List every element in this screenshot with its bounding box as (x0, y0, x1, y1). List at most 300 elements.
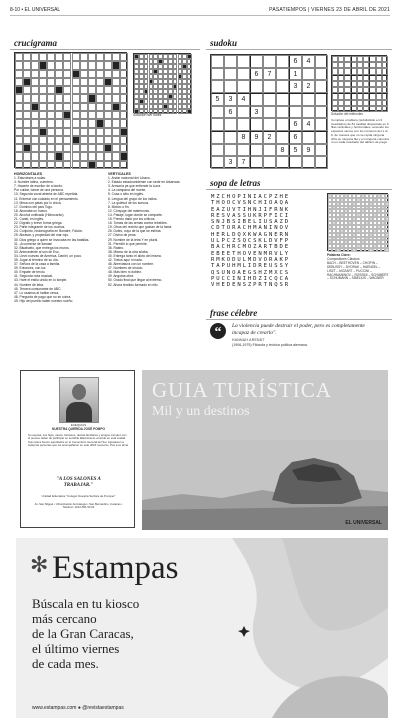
sudoku-cell[interactable] (250, 118, 263, 131)
crossword-cell[interactable] (31, 94, 39, 102)
crossword-cell[interactable] (47, 152, 55, 160)
crossword-cell[interactable] (47, 78, 55, 86)
sudoku-cell[interactable] (211, 156, 224, 169)
crossword-cell[interactable] (63, 94, 71, 102)
crossword-cell[interactable] (112, 78, 120, 86)
crossword-cell[interactable] (55, 111, 63, 119)
crossword-cell[interactable] (39, 119, 47, 127)
sudoku-cell[interactable]: 2 (302, 80, 315, 93)
crossword-cell[interactable] (104, 144, 112, 152)
clue-item: 14. Pasaje, lugar donde se comparte. (108, 212, 163, 217)
crossword-cell[interactable] (39, 152, 47, 160)
crossword-cell[interactable] (23, 128, 31, 136)
word-search-row[interactable]: PUCCINIHDZICQCA (211, 275, 291, 282)
crossword-cell[interactable] (72, 111, 80, 119)
sudoku-cell[interactable] (315, 144, 328, 157)
crossword-cell[interactable] (15, 161, 23, 169)
crossword-cell[interactable] (23, 111, 31, 119)
crossword-cell[interactable] (31, 103, 39, 111)
crossword-cell[interactable] (63, 103, 71, 111)
sudoku-cell[interactable]: 5 (211, 93, 224, 106)
crossword-cell[interactable] (72, 78, 80, 86)
crossword-cell[interactable] (39, 136, 47, 144)
sudoku-cell[interactable] (211, 131, 224, 144)
crossword-cell[interactable] (80, 152, 88, 160)
crossword-cell[interactable] (96, 103, 104, 111)
crossword-cell[interactable] (15, 61, 23, 69)
crossword-cell[interactable] (96, 61, 104, 69)
crossword-cell[interactable] (80, 111, 88, 119)
crossword-cell[interactable] (88, 119, 96, 127)
crossword-cell[interactable] (88, 70, 96, 78)
crossword-cell[interactable] (39, 161, 47, 169)
crossword-cell[interactable] (88, 86, 96, 94)
crossword-cell[interactable] (120, 61, 128, 69)
crossword-cell[interactable] (47, 70, 55, 78)
crossword-cell[interactable] (96, 161, 104, 169)
crossword-cell[interactable] (72, 94, 80, 102)
crossword-cell[interactable] (104, 136, 112, 144)
crossword-cell[interactable] (104, 53, 112, 61)
word-search-row[interactable]: THOOCVSNCHIOAQA (211, 200, 291, 207)
crossword-cell[interactable] (23, 144, 31, 152)
crossword-cell[interactable] (47, 61, 55, 69)
sudoku-cell[interactable] (224, 80, 237, 93)
crossword-cell[interactable] (47, 86, 55, 94)
crossword-grid[interactable] (14, 52, 127, 168)
crossword-cell[interactable] (31, 136, 39, 144)
crossword-cell[interactable] (72, 119, 80, 127)
crossword-cell[interactable] (63, 161, 71, 169)
crossword-cell[interactable] (39, 111, 47, 119)
sudoku-cell[interactable]: 3 (250, 106, 263, 119)
crossword-cell[interactable] (63, 70, 71, 78)
crossword-cell[interactable] (23, 119, 31, 127)
crossword-cell[interactable] (80, 94, 88, 102)
crossword-cell[interactable] (96, 78, 104, 86)
sudoku-cell[interactable]: 3 (224, 93, 237, 106)
sudoku-cell[interactable]: 1 (289, 68, 302, 81)
word-search-row[interactable]: VHEDENSZPRTNQSR (211, 282, 291, 289)
crossword-cell[interactable] (96, 94, 104, 102)
crossword-cell[interactable] (88, 111, 96, 119)
crossword-cell[interactable] (15, 86, 23, 94)
crossword-cell[interactable] (88, 78, 96, 86)
crossword-cell[interactable] (39, 103, 47, 111)
crossword-cell[interactable] (31, 161, 39, 169)
sudoku-cell[interactable]: 4 (302, 55, 315, 68)
sudoku-cell[interactable] (224, 118, 237, 131)
crossword-cell[interactable] (80, 128, 88, 136)
sudoku-cell[interactable] (250, 80, 263, 93)
sudoku-cell[interactable]: 6 (289, 131, 302, 144)
sudoku-cell[interactable]: 3 (224, 156, 237, 169)
crossword-cell[interactable] (39, 144, 47, 152)
word-search-row[interactable]: QSUNOAEGSHZMXCS (211, 269, 291, 276)
sudoku-cell[interactable] (315, 156, 328, 169)
crossword-cell[interactable] (120, 136, 128, 144)
crossword-cell[interactable] (104, 161, 112, 169)
sudoku-cell[interactable] (315, 106, 328, 119)
sudoku-cell[interactable]: 4 (237, 93, 250, 106)
sudoku-cell[interactable] (250, 93, 263, 106)
crossword-cell[interactable] (112, 111, 120, 119)
crossword-cell[interactable] (88, 136, 96, 144)
sudoku-cell[interactable] (250, 55, 263, 68)
crossword-cell[interactable] (96, 136, 104, 144)
crossword-cell[interactable] (31, 61, 39, 69)
crossword-cell[interactable] (120, 161, 128, 169)
crossword-cell[interactable] (63, 128, 71, 136)
crossword-cell[interactable] (31, 128, 39, 136)
word-search-row[interactable]: ULPCZSQCSKLDVFP (211, 238, 291, 245)
crossword-cell[interactable] (39, 70, 47, 78)
crossword-cell[interactable] (47, 161, 55, 169)
crossword-cell[interactable] (72, 152, 80, 160)
sudoku-cell[interactable]: 6 (224, 106, 237, 119)
sudoku-cell[interactable]: 7 (237, 156, 250, 169)
crossword-cell[interactable] (63, 136, 71, 144)
sudoku-cell[interactable] (237, 144, 250, 157)
crossword-cell[interactable] (120, 78, 128, 86)
sudoku-cell[interactable] (263, 80, 276, 93)
crossword-cell[interactable] (15, 152, 23, 160)
crossword-cell[interactable] (55, 53, 63, 61)
crossword-cell[interactable] (112, 136, 120, 144)
crossword-cell[interactable] (31, 70, 39, 78)
crossword-cell[interactable] (104, 94, 112, 102)
sudoku-cell[interactable] (211, 55, 224, 68)
crossword-cell[interactable] (112, 86, 120, 94)
crossword-cell[interactable] (88, 94, 96, 102)
sudoku-cell[interactable]: 8 (237, 131, 250, 144)
crossword-cell[interactable] (80, 61, 88, 69)
crossword-cell[interactable] (72, 103, 80, 111)
crossword-cell[interactable] (120, 111, 128, 119)
sudoku-cell[interactable]: 2 (263, 131, 276, 144)
crossword-cell[interactable] (104, 128, 112, 136)
crossword-cell[interactable] (80, 53, 88, 61)
sudoku-cell[interactable] (276, 68, 289, 81)
sudoku-cell[interactable]: 3 (289, 80, 302, 93)
sudoku-cell[interactable] (263, 106, 276, 119)
crossword-cell[interactable] (23, 136, 31, 144)
sudoku-cell[interactable] (276, 118, 289, 131)
crossword-cell[interactable] (55, 136, 63, 144)
crossword-cell[interactable] (96, 70, 104, 78)
sudoku-cell[interactable]: 9 (302, 144, 315, 157)
sudoku-cell[interactable] (237, 106, 250, 119)
crossword-cell[interactable] (55, 152, 63, 160)
crossword-cell[interactable] (23, 53, 31, 61)
crossword-cell[interactable] (72, 161, 80, 169)
crossword-cell[interactable] (80, 86, 88, 94)
crossword-cell[interactable] (31, 111, 39, 119)
crossword-cell[interactable] (31, 119, 39, 127)
crossword-cell[interactable] (104, 61, 112, 69)
sudoku-cell[interactable] (250, 144, 263, 157)
crossword-cell[interactable] (39, 94, 47, 102)
sudoku-cell[interactable] (211, 106, 224, 119)
clue-item: 36. Rastro. (108, 245, 125, 250)
sudoku-cell[interactable] (263, 156, 276, 169)
crossword-cell[interactable] (55, 94, 63, 102)
word-search-row[interactable]: CDTORACHMANINOV (211, 225, 291, 232)
sudoku-cell[interactable] (302, 93, 315, 106)
crossword-cell[interactable] (31, 53, 39, 61)
sudoku-cell[interactable] (250, 156, 263, 169)
sudoku-cell[interactable] (276, 93, 289, 106)
word-search-row[interactable]: HERLDQXKWAGNERN (211, 231, 291, 238)
crossword-cell[interactable] (80, 70, 88, 78)
crossword-cell[interactable] (72, 144, 80, 152)
crossword-cell[interactable] (120, 152, 128, 160)
crossword-cell[interactable] (112, 161, 120, 169)
crossword-cell[interactable] (39, 86, 47, 94)
crossword-cell[interactable] (47, 128, 55, 136)
crossword-cell[interactable] (55, 70, 63, 78)
sudoku-cell[interactable] (263, 118, 276, 131)
sudoku-cell[interactable] (224, 55, 237, 68)
sudoku-cell[interactable] (289, 156, 302, 169)
sudoku-cell[interactable] (237, 80, 250, 93)
crossword-cell[interactable] (47, 94, 55, 102)
sudoku-cell[interactable] (211, 144, 224, 157)
crossword-cell[interactable] (15, 78, 23, 86)
crossword-cell[interactable] (88, 103, 96, 111)
word-search-row[interactable]: EAZUVTIHNJIFRNK (211, 206, 291, 213)
sudoku-cell[interactable] (315, 131, 328, 144)
crossword-cell[interactable] (63, 111, 71, 119)
crossword-cell[interactable] (23, 70, 31, 78)
crossword-cell[interactable] (112, 152, 120, 160)
crossword-cell[interactable] (31, 86, 39, 94)
crossword-cell[interactable] (23, 78, 31, 86)
crossword-cell[interactable] (23, 161, 31, 169)
word-search-row[interactable]: RMKODULMDVORAKP (211, 256, 291, 263)
sudoku-cell[interactable] (315, 68, 328, 81)
crossword-cell[interactable] (55, 128, 63, 136)
crossword-cell[interactable] (39, 53, 47, 61)
sudoku-cell[interactable] (237, 55, 250, 68)
crossword-cell[interactable] (112, 103, 120, 111)
sudoku-cell[interactable] (302, 106, 315, 119)
crossword-cell[interactable] (88, 128, 96, 136)
crossword-cell[interactable] (120, 144, 128, 152)
word-search-row[interactable]: BACHRCMOZARTBDE (211, 244, 291, 251)
sudoku-cell[interactable] (315, 118, 328, 131)
crossword-cell[interactable] (120, 94, 128, 102)
crossword-cell[interactable] (63, 152, 71, 160)
sudoku-cell[interactable]: 5 (289, 144, 302, 157)
crossword-cell[interactable] (55, 61, 63, 69)
crossword-cell[interactable] (120, 128, 128, 136)
word-search-grid[interactable] (211, 194, 290, 288)
sudoku-cell[interactable]: 6 (289, 55, 302, 68)
crossword-cell[interactable] (15, 136, 23, 144)
sudoku-cell[interactable]: 9 (250, 131, 263, 144)
sudoku-cell[interactable] (211, 118, 224, 131)
crossword-cell[interactable] (120, 86, 128, 94)
sudoku-cell[interactable] (289, 106, 302, 119)
sudoku-cell[interactable] (263, 144, 276, 157)
crossword-cell[interactable] (96, 128, 104, 136)
crossword-cell[interactable] (104, 119, 112, 127)
crossword-cell[interactable] (63, 144, 71, 152)
sudoku-cell[interactable] (263, 55, 276, 68)
crossword-cell[interactable] (96, 86, 104, 94)
crossword-cell[interactable] (88, 144, 96, 152)
sudoku-cell[interactable] (263, 93, 276, 106)
crossword-cell[interactable] (55, 144, 63, 152)
crossword-cell[interactable] (15, 94, 23, 102)
word-search-row[interactable]: TAPUHMLIDREUSSY (211, 263, 291, 270)
sudoku-cell[interactable]: 7 (263, 68, 276, 81)
crossword-cell[interactable] (72, 53, 80, 61)
crossword-cell[interactable] (15, 70, 23, 78)
estampas-footer[interactable]: www.estampas.com ● @revistaestampas (32, 705, 124, 711)
crossword-cell[interactable] (96, 152, 104, 160)
crossword-cell[interactable] (15, 53, 23, 61)
crossword-cell[interactable] (112, 70, 120, 78)
sudoku-cell[interactable] (276, 80, 289, 93)
crossword-cell[interactable] (72, 136, 80, 144)
sudoku-cell[interactable] (276, 131, 289, 144)
crossword-cell[interactable] (55, 86, 63, 94)
sudoku-cell[interactable] (224, 68, 237, 81)
crossword-cell[interactable] (80, 136, 88, 144)
word-search-row[interactable]: SNJBSIBELIUSAZD (211, 219, 291, 226)
crossword-cell[interactable] (96, 111, 104, 119)
crossword-cell[interactable] (55, 103, 63, 111)
crossword-cell[interactable] (31, 78, 39, 86)
sudoku-cell[interactable] (224, 131, 237, 144)
word-search-row[interactable]: RESVASSUKRPFICI (211, 212, 291, 219)
sudoku-cell[interactable] (276, 55, 289, 68)
crossword-cell[interactable] (104, 86, 112, 94)
crossword-cell[interactable] (63, 78, 71, 86)
crossword-cell[interactable] (112, 94, 120, 102)
crossword-cell[interactable] (112, 144, 120, 152)
crossword-cell[interactable] (112, 119, 120, 127)
crossword-cell[interactable] (63, 119, 71, 127)
crossword-cell[interactable] (80, 103, 88, 111)
crossword-cell[interactable] (23, 103, 31, 111)
crossword-cell[interactable] (112, 128, 120, 136)
crossword-cell[interactable] (15, 128, 23, 136)
crossword-cell[interactable] (96, 53, 104, 61)
crossword-cell[interactable] (72, 70, 80, 78)
crossword-cell[interactable] (15, 144, 23, 152)
crossword-cell[interactable] (47, 144, 55, 152)
crossword-cell[interactable] (120, 70, 128, 78)
crossword-cell[interactable] (120, 119, 128, 127)
crossword-cell[interactable] (31, 152, 39, 160)
sudoku-cell[interactable] (237, 68, 250, 81)
crossword-cell[interactable] (104, 70, 112, 78)
sudoku-cell[interactable] (302, 68, 315, 81)
crossword-cell[interactable] (23, 61, 31, 69)
crossword-cell[interactable] (80, 161, 88, 169)
crossword-cell[interactable] (39, 61, 47, 69)
crossword-cell[interactable] (120, 103, 128, 111)
crossword-cell[interactable] (88, 161, 96, 169)
crossword-cell[interactable] (55, 78, 63, 86)
crossword-cell[interactable] (47, 119, 55, 127)
crossword-cell[interactable] (104, 78, 112, 86)
crossword-cell[interactable] (96, 144, 104, 152)
crossword-cell[interactable] (112, 61, 120, 69)
crossword-cell[interactable] (88, 152, 96, 160)
crossword-cell[interactable] (15, 103, 23, 111)
guia-turistica-ad[interactable] (142, 370, 388, 530)
sudoku-cell[interactable] (315, 93, 328, 106)
word-search-row[interactable]: MZCHOPINIACPZHE (211, 194, 291, 200)
sudoku-cell[interactable]: 8 (276, 144, 289, 157)
crossword-cell[interactable] (104, 103, 112, 111)
sudoku-cell[interactable] (289, 93, 302, 106)
crossword-cell[interactable] (88, 61, 96, 69)
crossword-cell[interactable] (15, 119, 23, 127)
sudoku-cell[interactable]: 4 (302, 118, 315, 131)
crossword-cell[interactable] (96, 119, 104, 127)
sudoku-cell[interactable] (276, 156, 289, 169)
crossword-cell[interactable] (47, 111, 55, 119)
crossword-cell[interactable] (47, 136, 55, 144)
crossword-cell[interactable] (39, 128, 47, 136)
sudoku-cell[interactable] (315, 80, 328, 93)
crossword-cell[interactable] (47, 103, 55, 111)
crossword-cell[interactable] (72, 86, 80, 94)
crossword-cell[interactable] (104, 111, 112, 119)
crossword-cell[interactable] (104, 152, 112, 160)
crossword-cell[interactable] (31, 144, 39, 152)
sudoku-grid[interactable] (210, 54, 327, 168)
crossword-cell[interactable] (63, 61, 71, 69)
crossword-cell[interactable] (15, 111, 23, 119)
sudoku-cell[interactable] (237, 118, 250, 131)
sudoku-cell[interactable] (302, 156, 315, 169)
crossword-cell[interactable] (23, 152, 31, 160)
crossword-cell[interactable] (80, 119, 88, 127)
sudoku-cell[interactable] (224, 144, 237, 157)
crossword-cell[interactable] (80, 78, 88, 86)
crossword-cell[interactable] (63, 86, 71, 94)
sudoku-cell[interactable] (211, 80, 224, 93)
crossword-cell[interactable] (88, 53, 96, 61)
sudoku-cell[interactable] (315, 55, 328, 68)
crossword-cell[interactable] (63, 53, 71, 61)
crossword-cell[interactable] (120, 53, 128, 61)
crossword-cell[interactable] (112, 53, 120, 61)
crossword-cell[interactable] (72, 61, 80, 69)
crossword-cell[interactable] (23, 94, 31, 102)
sudoku-cell[interactable]: 6 (250, 68, 263, 81)
sudoku-cell[interactable] (302, 131, 315, 144)
crossword-cell[interactable] (23, 86, 31, 94)
crossword-cell[interactable] (55, 119, 63, 127)
crossword-cell[interactable] (47, 53, 55, 61)
crossword-cell[interactable] (72, 128, 80, 136)
sudoku-cell[interactable] (211, 68, 224, 81)
crossword-cell[interactable] (39, 78, 47, 86)
sudoku-cell[interactable] (276, 106, 289, 119)
crossword-cell[interactable] (55, 161, 63, 169)
estampas-ad[interactable] (16, 538, 388, 718)
word-search-row[interactable]: EBEETHOVENMRVLY (211, 250, 291, 257)
crossword-cell[interactable] (80, 144, 88, 152)
sudoku-cell[interactable]: 6 (289, 118, 302, 131)
